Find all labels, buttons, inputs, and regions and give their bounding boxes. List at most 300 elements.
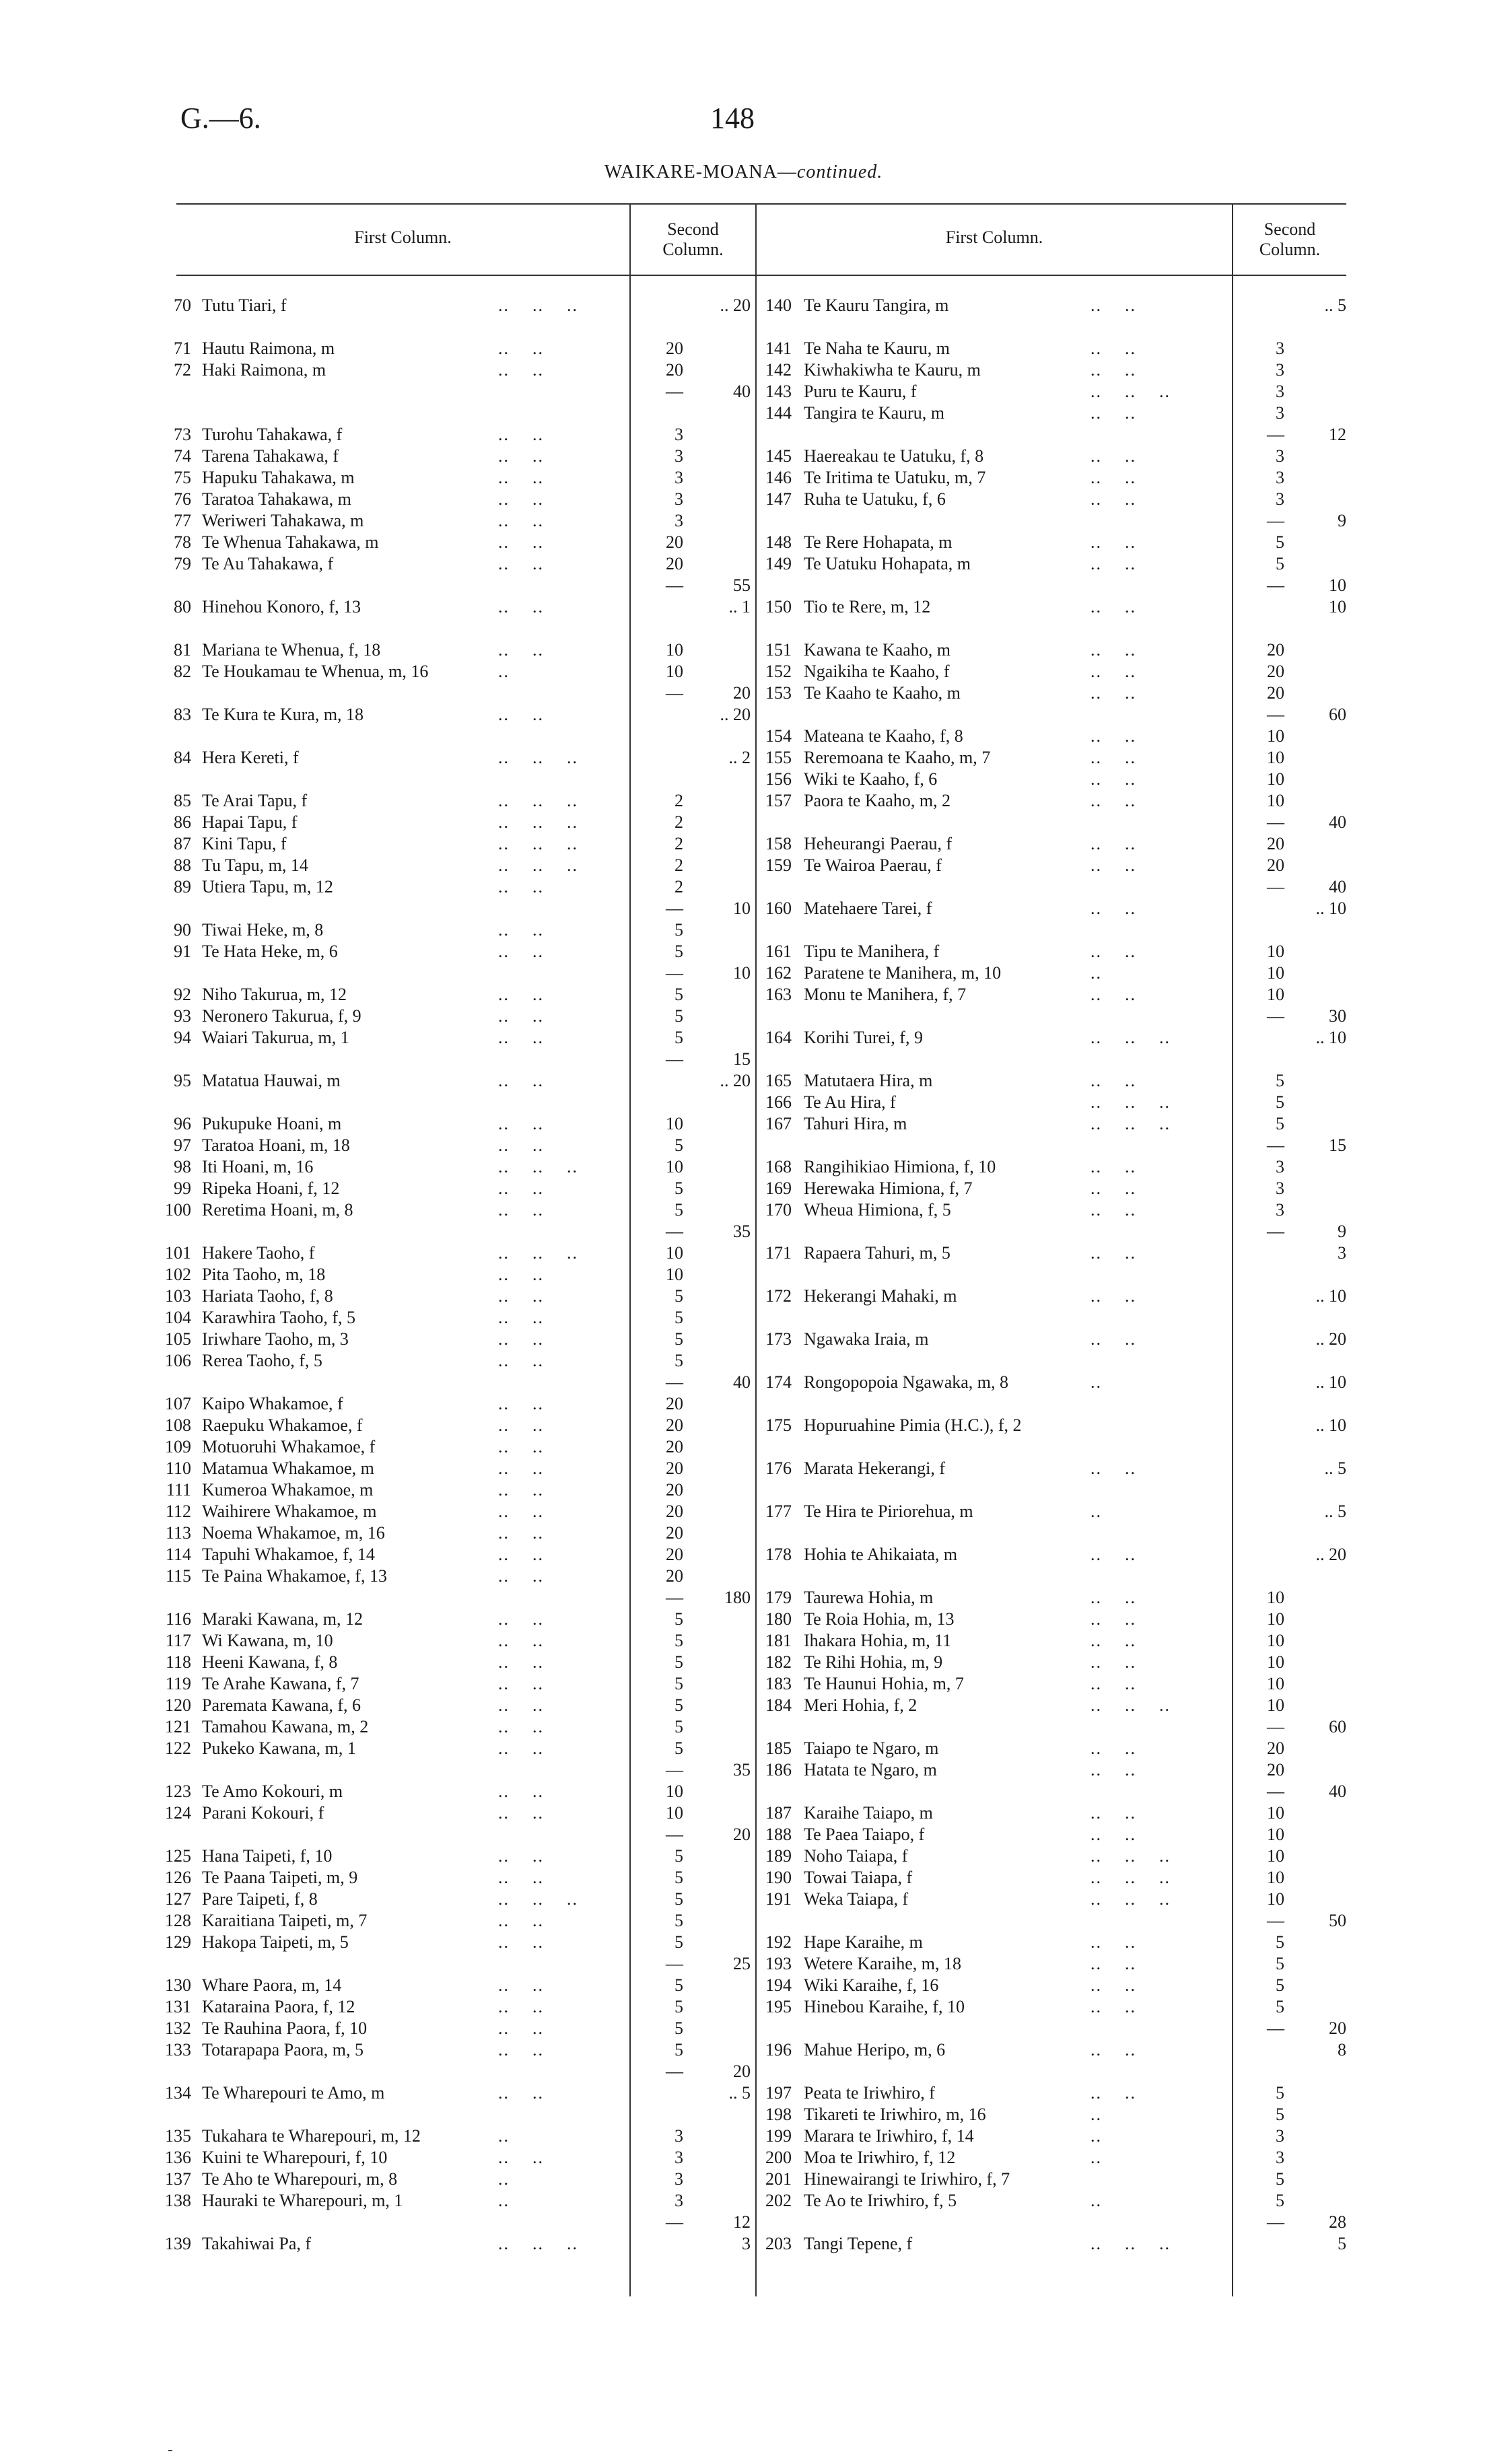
left-first-column-heading: First Column. — [354, 227, 452, 247]
individual-share: 20 — [666, 1480, 683, 1500]
right-second-column-divider — [1232, 203, 1233, 2296]
entry-name: Kiwhakiwha te Kauru, m — [804, 360, 981, 380]
individual-share: 10 — [1267, 1588, 1284, 1607]
leader-dots: .. .. — [498, 1932, 544, 1952]
group-share: .. 10 — [1315, 899, 1346, 918]
leader-dots: .. .. — [498, 1846, 544, 1866]
entry-name: Tu Tapu, m, 14 — [202, 855, 308, 875]
individual-share: 5 — [675, 985, 683, 1004]
leader-dots: .. .. — [498, 1803, 544, 1823]
individual-share: 10 — [666, 1114, 683, 1133]
entry-name: Paratene te Manihera, m, 10 — [804, 963, 1002, 983]
group-share: 50 — [1329, 1911, 1346, 1930]
individual-share: — — [666, 1372, 683, 1392]
individual-share: 5 — [675, 1717, 683, 1736]
individual-share: 3 — [675, 2191, 683, 2210]
entry-number: 150 — [765, 597, 792, 617]
individual-share: 10 — [666, 640, 683, 660]
individual-share: — — [666, 899, 683, 918]
individual-share: 5 — [675, 1889, 683, 1909]
entry-name: Noho Taiapa, f — [804, 1846, 908, 1866]
group-share: .. 5 — [1324, 295, 1346, 315]
individual-share: 3 — [675, 468, 683, 487]
left-second-column-divider — [629, 203, 631, 2296]
entry-name: Raepuku Whakamoe, f — [202, 1415, 363, 1435]
entry-name: Parani Kokouri, f — [202, 1803, 324, 1823]
entry-name: Karaihe Taiapo, m — [804, 1803, 933, 1823]
entry-name: Niho Takurua, m, 12 — [202, 985, 347, 1004]
entry-number: 151 — [765, 640, 792, 660]
entry-number: 134 — [165, 2083, 191, 2103]
individual-share: 3 — [675, 2169, 683, 2189]
report-reference: G.—6. — [180, 102, 261, 135]
entry-name: Heheurangi Paerau, f — [804, 834, 953, 853]
entry-number: 160 — [765, 899, 792, 918]
group-share: 40 — [733, 1372, 751, 1392]
entry-number: 175 — [765, 1415, 792, 1435]
entry-name: Motuoruhi Whakamoe, f — [202, 1437, 376, 1456]
leader-dots: .. .. .. — [498, 834, 578, 853]
entry-name: Te Aho te Wharepouri, m, 8 — [202, 2169, 398, 2189]
entry-name: Hopuruahine Pimia (H.C.), f, 2 — [804, 1415, 1022, 1435]
entry-number: 177 — [765, 1502, 792, 1521]
entry-number: 201 — [765, 2169, 792, 2189]
entry-number: 121 — [165, 1717, 191, 1736]
individual-share: 20 — [666, 1437, 683, 1456]
table-top-rule — [176, 203, 1346, 205]
entry-number: 107 — [165, 1394, 191, 1413]
leader-dots: .. .. — [1091, 468, 1136, 487]
entry-number: 120 — [165, 1695, 191, 1715]
leader-dots: .. .. .. — [498, 2234, 578, 2253]
group-share: 25 — [733, 1954, 751, 1973]
entry-name: Pukupuke Hoani, m — [202, 1114, 342, 1133]
group-share: 10 — [1329, 597, 1346, 617]
entry-number: 140 — [765, 295, 792, 315]
entry-number: 143 — [765, 382, 792, 401]
entry-name: Hapuku Tahakawa, m — [202, 468, 355, 487]
group-share: .. 10 — [1315, 1028, 1346, 1047]
individual-share: 20 — [666, 339, 683, 358]
individual-share: 10 — [666, 1243, 683, 1263]
individual-share: 3 — [1276, 1157, 1284, 1176]
entry-number: 90 — [174, 920, 191, 940]
entry-name: Rerea Taoho, f, 5 — [202, 1351, 322, 1370]
entry-number: 146 — [765, 468, 792, 487]
entry-name: Meri Hohia, f, 2 — [804, 1695, 918, 1715]
entry-name: Te Arahe Kawana, f, 7 — [202, 1674, 359, 1693]
individual-share: 5 — [1276, 1997, 1284, 2016]
entry-name: Ngaikiha te Kaaho, f — [804, 662, 950, 681]
leader-dots: .. .. — [498, 489, 544, 509]
entry-name: Tio te Rere, m, 12 — [804, 597, 931, 617]
leader-dots: .. .. — [498, 1782, 544, 1801]
entry-number: 89 — [174, 877, 191, 896]
entry-number: 195 — [765, 1997, 792, 2016]
leader-dots: .. .. — [1091, 855, 1136, 875]
entry-number: 108 — [165, 1415, 191, 1435]
entry-number: 94 — [174, 1028, 191, 1047]
individual-share: — — [1267, 705, 1284, 724]
individual-share: 3 — [675, 2126, 683, 2146]
individual-share: 20 — [666, 1523, 683, 1543]
entry-name: Hariata Taoho, f, 8 — [202, 1286, 333, 1306]
entry-number: 122 — [165, 1738, 191, 1758]
entry-name: Te Arai Tapu, f — [202, 791, 308, 810]
leader-dots: .. .. — [498, 640, 544, 660]
leader-dots: .. .. — [498, 1114, 544, 1133]
entry-name: Haki Raimona, m — [202, 360, 326, 380]
entry-number: 158 — [765, 834, 792, 853]
leader-dots: .. .. — [498, 1695, 544, 1715]
individual-share: 10 — [666, 1157, 683, 1176]
entry-name: Reretima Hoani, m, 8 — [202, 1200, 353, 1220]
individual-share: — — [666, 1954, 683, 1973]
individual-share: — — [666, 382, 683, 401]
leader-dots: .. .. — [498, 920, 544, 940]
entry-number: 181 — [765, 1631, 792, 1650]
entry-number: 194 — [765, 1975, 792, 1995]
individual-share: 10 — [666, 1265, 683, 1284]
entry-number: 126 — [165, 1868, 191, 1887]
individual-share: 10 — [1267, 1674, 1284, 1693]
individual-share: 3 — [1276, 2148, 1284, 2167]
entry-number: 156 — [765, 769, 792, 789]
leader-dots: .. .. — [1091, 2040, 1136, 2060]
group-share: 35 — [733, 1222, 751, 1241]
entry-number: 95 — [174, 1071, 191, 1090]
individual-share: 20 — [666, 1415, 683, 1435]
leader-dots: .. .. — [498, 511, 544, 530]
group-share: 10 — [733, 899, 751, 918]
leader-dots: .. .. — [1091, 1631, 1136, 1650]
entry-number: 147 — [765, 489, 792, 509]
individual-share: 5 — [675, 1308, 683, 1327]
leader-dots: .. .. — [1091, 339, 1136, 358]
leader-dots: .. .. — [498, 1674, 544, 1693]
leader-dots: .. .. — [498, 360, 544, 380]
entry-name: Hatata te Ngaro, m — [804, 1760, 937, 1780]
entry-number: 99 — [174, 1178, 191, 1198]
entry-number: 180 — [765, 1609, 792, 1629]
entry-number: 112 — [165, 1502, 191, 1521]
leader-dots: .. .. — [498, 705, 544, 724]
entry-number: 161 — [765, 942, 792, 961]
individual-share: — — [666, 575, 683, 595]
group-share: 35 — [733, 1760, 751, 1780]
entry-name: Mateana te Kaaho, f, 8 — [804, 726, 963, 746]
individual-share: 10 — [1267, 769, 1284, 789]
entry-number: 77 — [174, 511, 191, 530]
leader-dots: .. .. — [1091, 1178, 1136, 1198]
entry-number: 114 — [165, 1545, 191, 1564]
entry-name: Ihakara Hohia, m, 11 — [804, 1631, 952, 1650]
leader-dots: .. — [498, 2191, 510, 2210]
leader-dots: .. .. — [498, 1458, 544, 1478]
entry-number: 101 — [165, 1243, 191, 1263]
entry-name: Te Wharepouri te Amo, m — [202, 2083, 385, 2103]
leader-dots: .. .. .. — [1091, 1092, 1171, 1112]
group-share: 15 — [733, 1049, 751, 1069]
group-share: 8 — [1338, 2040, 1346, 2060]
entry-name: Matatua Hauwai, m — [202, 1071, 341, 1090]
entry-number: 144 — [765, 403, 792, 423]
group-share: 30 — [1329, 1006, 1346, 1026]
entry-name: Whare Paora, m, 14 — [202, 1975, 342, 1995]
entry-number: 111 — [166, 1480, 191, 1500]
entry-number: 92 — [174, 985, 191, 1004]
leader-dots: .. .. — [498, 1868, 544, 1887]
entry-number: 130 — [165, 1975, 191, 1995]
individual-share: — — [1267, 1911, 1284, 1930]
individual-share: 5 — [1276, 2083, 1284, 2103]
individual-share: 2 — [675, 855, 683, 875]
group-share: .. 2 — [728, 748, 751, 767]
individual-share: 5 — [675, 2018, 683, 2038]
entry-number: 190 — [765, 1868, 792, 1887]
individual-share: — — [1267, 575, 1284, 595]
entry-number: 123 — [165, 1782, 191, 1801]
entry-name: Te Ao te Iriwhiro, f, 5 — [804, 2191, 957, 2210]
entry-number: 174 — [765, 1372, 792, 1392]
leader-dots: .. .. — [498, 1566, 544, 1586]
leader-dots: .. .. — [1091, 726, 1136, 746]
leader-dots: .. .. — [498, 1265, 544, 1284]
entry-number: 155 — [765, 748, 792, 767]
individual-share: 10 — [1267, 1889, 1284, 1909]
group-share: 3 — [1338, 1243, 1346, 1263]
leader-dots: .. .. — [1091, 1071, 1136, 1090]
individual-share: 5 — [1276, 1114, 1284, 1133]
entry-name: Tahuri Hira, m — [804, 1114, 907, 1133]
entry-name: Wi Kawana, m, 10 — [202, 1631, 333, 1650]
leader-dots: .. — [498, 2126, 510, 2146]
entry-name: Korihi Turei, f, 9 — [804, 1028, 923, 1047]
entry-name: Hapai Tapu, f — [202, 812, 298, 832]
leader-dots: .. .. — [1091, 1738, 1136, 1758]
entry-number: 73 — [174, 425, 191, 444]
entry-name: Tangi Tepene, f — [804, 2234, 913, 2253]
entry-number: 162 — [765, 963, 792, 983]
individual-share: 5 — [1276, 2169, 1284, 2189]
individual-share: 5 — [675, 1351, 683, 1370]
entry-name: Tiwai Heke, m, 8 — [202, 920, 324, 940]
leader-dots: .. .. — [1091, 1803, 1136, 1823]
leader-dots: .. .. .. — [1091, 1889, 1171, 1909]
individual-share: 10 — [1267, 791, 1284, 810]
leader-dots: .. .. — [498, 1200, 544, 1220]
leader-dots: .. .. — [1091, 1975, 1136, 1995]
entry-number: 188 — [765, 1825, 792, 1844]
leader-dots: .. .. — [498, 1286, 544, 1306]
individual-share: 20 — [666, 360, 683, 380]
leader-dots: .. .. .. — [498, 812, 578, 832]
entry-number: 196 — [765, 2040, 792, 2060]
entry-name: Towai Taiapa, f — [804, 1868, 913, 1887]
group-share: 12 — [1329, 425, 1346, 444]
entry-number: 189 — [765, 1846, 792, 1866]
entry-number: 148 — [765, 532, 792, 552]
individual-share: 10 — [1267, 1652, 1284, 1672]
individual-share: 10 — [1267, 748, 1284, 767]
entry-number: 102 — [165, 1265, 191, 1284]
entry-number: 71 — [174, 339, 191, 358]
entry-number: 154 — [765, 726, 792, 746]
group-share: 10 — [733, 963, 751, 983]
group-share: .. 10 — [1315, 1415, 1346, 1435]
leader-dots: .. .. — [1091, 769, 1136, 789]
leader-dots: .. .. — [498, 1135, 544, 1155]
entry-number: 78 — [174, 532, 191, 552]
individual-share: — — [1267, 812, 1284, 832]
leader-dots: .. .. — [1091, 1609, 1136, 1629]
individual-share: 5 — [675, 1652, 683, 1672]
entry-number: 152 — [765, 662, 792, 681]
entry-name: Hauraki te Wharepouri, m, 1 — [202, 2191, 403, 2210]
leader-dots: .. .. — [498, 446, 544, 466]
leader-dots: .. .. — [1091, 791, 1136, 810]
entry-name: Kumeroa Whakamoe, m — [202, 1480, 374, 1500]
leader-dots: .. .. — [498, 2148, 544, 2167]
leader-dots: .. .. — [1091, 662, 1136, 681]
entry-number: 131 — [165, 1997, 191, 2016]
group-share: 55 — [733, 575, 751, 595]
leader-dots: .. .. — [1091, 1954, 1136, 1973]
individual-share: 5 — [1276, 532, 1284, 552]
individual-share: — — [666, 1825, 683, 1844]
individual-share: — — [1267, 877, 1284, 896]
entry-number: 172 — [765, 1286, 792, 1306]
leader-dots: .. .. — [498, 1738, 544, 1758]
leader-dots: .. .. — [1091, 1652, 1136, 1672]
leader-dots: .. .. .. — [1091, 1868, 1171, 1887]
entry-number: 157 — [765, 791, 792, 810]
leader-dots: .. .. — [1091, 985, 1136, 1004]
entry-name: Te Wairoa Paerau, f — [804, 855, 942, 875]
entry-number: 153 — [765, 683, 792, 703]
entry-number: 139 — [165, 2234, 191, 2253]
entry-number: 202 — [765, 2191, 792, 2210]
entry-number: 79 — [174, 554, 191, 573]
entry-name: Rapaera Tahuri, m, 5 — [804, 1243, 950, 1263]
entry-number: 98 — [174, 1157, 191, 1176]
leader-dots: .. .. — [498, 1351, 544, 1370]
right-second-column-heading: Second Column. — [1259, 219, 1321, 259]
entry-number: 135 — [165, 2126, 191, 2146]
leader-dots: .. .. — [498, 2018, 544, 2038]
leader-dots: .. .. — [1091, 403, 1136, 423]
entry-name: Matamua Whakamoe, m — [202, 1458, 374, 1478]
entry-name: Taiapo te Ngaro, m — [804, 1738, 939, 1758]
page-number: 148 — [710, 102, 755, 135]
entry-number: 72 — [174, 360, 191, 380]
leader-dots: .. .. — [498, 1028, 544, 1047]
individual-share: 2 — [675, 877, 683, 896]
entry-number: 187 — [765, 1803, 792, 1823]
individual-share: 5 — [1276, 2105, 1284, 2124]
entry-number: 96 — [174, 1114, 191, 1133]
entry-number: 80 — [174, 597, 191, 617]
group-share: 10 — [1329, 575, 1346, 595]
leader-dots: .. .. — [1091, 942, 1136, 961]
individual-share: 5 — [675, 1028, 683, 1047]
entry-number: 183 — [765, 1674, 792, 1693]
group-share: .. 1 — [728, 597, 751, 617]
group-share: .. 20 — [1315, 1329, 1346, 1349]
individual-share: 20 — [666, 1394, 683, 1413]
individual-share: — — [1267, 2212, 1284, 2232]
individual-share: 5 — [675, 942, 683, 961]
individual-share: 5 — [1276, 2191, 1284, 2210]
individual-share: 3 — [675, 446, 683, 466]
entry-name: Matehaere Tarei, f — [804, 899, 932, 918]
individual-share: 5 — [675, 1135, 683, 1155]
leader-dots: .. .. — [1091, 1997, 1136, 2016]
entry-number: 192 — [765, 1932, 792, 1952]
entry-number: 145 — [765, 446, 792, 466]
entry-number: 136 — [165, 2148, 191, 2167]
entry-number: 182 — [765, 1652, 792, 1672]
individual-share: 3 — [1276, 403, 1284, 423]
leader-dots: .. .. .. — [498, 791, 578, 810]
entry-name: Te Rauhina Paora, f, 10 — [202, 2018, 368, 2038]
individual-share: 5 — [675, 1738, 683, 1758]
entry-name: Paora te Kaaho, m, 2 — [804, 791, 951, 810]
leader-dots: .. .. — [1091, 1825, 1136, 1844]
entry-name: Te Whenua Tahakawa, m — [202, 532, 379, 552]
individual-share: — — [1267, 1006, 1284, 1026]
individual-share: 20 — [1267, 683, 1284, 703]
individual-share: 20 — [1267, 855, 1284, 875]
entry-number: 193 — [765, 1954, 792, 1973]
individual-share: 5 — [675, 1178, 683, 1198]
leader-dots: .. .. — [498, 1480, 544, 1500]
individual-share: 10 — [1267, 1631, 1284, 1650]
leader-dots: .. .. — [498, 1502, 544, 1521]
individual-share: — — [1267, 1782, 1284, 1801]
entry-number: 113 — [165, 1523, 191, 1543]
entry-name: Utiera Tapu, m, 12 — [202, 877, 333, 896]
entry-name: Kaipo Whakamoe, f — [202, 1394, 343, 1413]
individual-share: 3 — [1276, 1200, 1284, 1220]
individual-share: 3 — [675, 425, 683, 444]
entry-number: 70 — [174, 295, 191, 315]
leader-dots: .. — [498, 2169, 510, 2189]
individual-share: 3 — [675, 489, 683, 509]
entry-number: 87 — [174, 834, 191, 853]
leader-dots: .. .. — [498, 1975, 544, 1995]
group-share: .. 10 — [1315, 1372, 1346, 1392]
leader-dots: .. .. — [498, 597, 544, 617]
leader-dots: .. .. — [1091, 1458, 1136, 1478]
entry-name: Marara te Iriwhiro, f, 14 — [804, 2126, 974, 2146]
individual-share: 5 — [675, 1695, 683, 1715]
leader-dots: .. .. — [1091, 532, 1136, 552]
entry-number: 138 — [165, 2191, 191, 2210]
entry-number: 169 — [765, 1178, 792, 1198]
leader-dots: .. .. .. — [498, 1889, 578, 1909]
individual-share: 10 — [1267, 1846, 1284, 1866]
individual-share: 5 — [675, 1329, 683, 1349]
individual-share: 5 — [675, 1631, 683, 1650]
leader-dots: .. .. — [1091, 683, 1136, 703]
entry-name: Hekerangi Mahaki, m — [804, 1286, 957, 1306]
entry-number: 149 — [765, 554, 792, 573]
entry-number: 142 — [765, 360, 792, 380]
individual-share: 20 — [666, 532, 683, 552]
leader-dots: .. .. — [1091, 295, 1136, 315]
individual-share: — — [1267, 1135, 1284, 1155]
